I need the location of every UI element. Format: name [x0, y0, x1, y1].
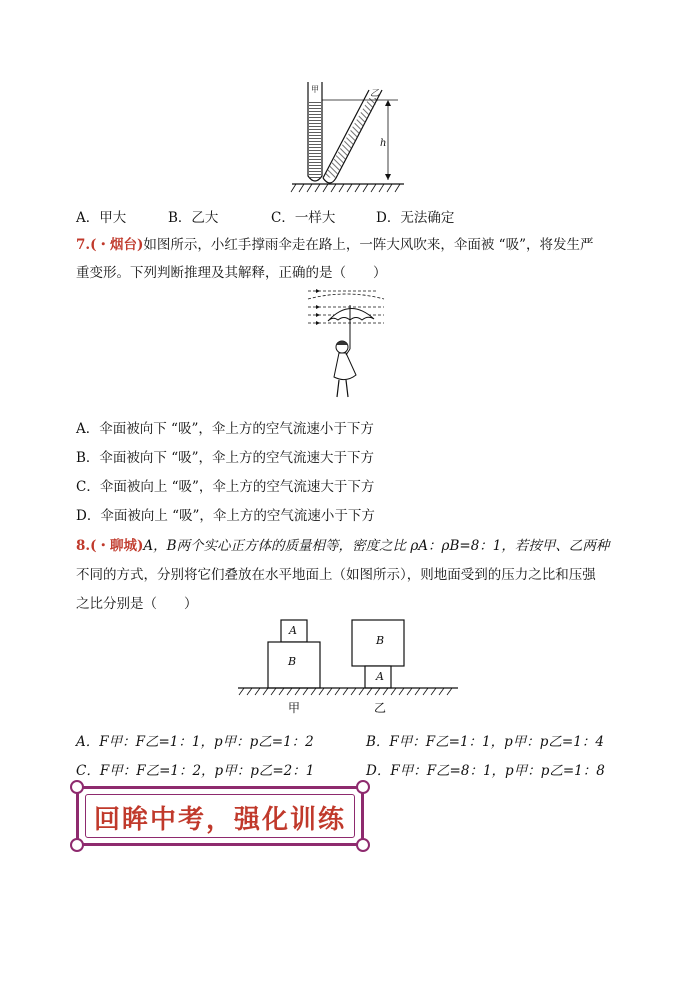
- q7-stem-line1: [76, 235, 593, 255]
- section-banner: [76, 786, 364, 846]
- q8-number: 8.: [76, 538, 91, 554]
- banner-scroll-curl-icon: [70, 780, 84, 794]
- banner-scroll-curl-icon: [356, 780, 370, 794]
- q7-source: (・烟台): [90, 237, 144, 253]
- banner-scroll-curl-icon: [356, 838, 370, 852]
- q7-stem-line2: 重变形。下列判断推理及其解释，正确的是（ ）: [76, 265, 387, 281]
- block-a-jia: A: [289, 624, 297, 637]
- q6-option-c: C．一样大: [271, 210, 336, 226]
- q8-option-b: B．F甲：F乙=1：1，p甲：p乙=1：4: [366, 734, 604, 750]
- q7-number: 7.: [76, 237, 91, 253]
- q7-option-c: C．伞面被向上 “吸”，伞上方的空气流速大于下方: [76, 479, 375, 495]
- q6-option-d: D．无法确定: [376, 210, 455, 226]
- height-h-label: h: [380, 138, 387, 149]
- block-b-jia: B: [288, 655, 297, 668]
- q7-option-a: A．伞面被向下 “吸”，伞上方的空气流速小于下方: [76, 421, 374, 437]
- banner-title: 回眸中考，强化训练: [93, 805, 346, 835]
- tubes-figure: [286, 80, 416, 200]
- q8-stem-line3: 之比分别是（ ）: [76, 596, 198, 612]
- figure-yi-label: 乙: [374, 701, 387, 715]
- figure-jia-label: 甲: [288, 701, 301, 715]
- q6-option-a: A．甲大: [76, 210, 127, 226]
- banner-scroll-curl-icon: [70, 838, 84, 852]
- q8-stem-line2: 不同的方式，分别将它们叠放在水平地面上（如图所示），则地面受到的压力之比和压强: [76, 567, 596, 583]
- q7-option-d: D．伞面被向上 “吸”，伞上方的空气流速小于下方: [76, 508, 375, 524]
- blocks-figure: [236, 618, 462, 698]
- q8-option-c: C．F甲：F乙=1：2，p甲：p乙=2：1: [76, 763, 315, 779]
- q8-source: (・聊城): [90, 538, 144, 554]
- q8-stem-line1: [76, 536, 609, 556]
- umbrella-figure: [306, 285, 386, 403]
- q7-text-1: 如图所示，小红手撑雨伞走在路上，一阵大风吹来，伞面被 “吸”，将发生严: [143, 237, 594, 253]
- q7-option-b: B．伞面被向下 “吸”，伞上方的空气流速大于下方: [76, 450, 375, 466]
- q6-option-b: B．乙大: [168, 210, 219, 226]
- block-a-yi: A: [376, 670, 384, 683]
- q8-option-d: D．F甲：F乙=8：1，p甲：p乙=1：8: [366, 763, 605, 779]
- block-b-yi: B: [376, 634, 385, 647]
- tube-jia-label: 甲: [311, 85, 319, 94]
- q8-text-1: A，B两个实心正方体的质量相等，密度之比 ρA：ρB=8：1，若按甲、乙两种: [143, 538, 610, 554]
- q8-option-a: A．F甲：F乙=1：1，p甲：p乙=1：2: [76, 734, 314, 750]
- tube-yi-label: 乙: [370, 89, 380, 99]
